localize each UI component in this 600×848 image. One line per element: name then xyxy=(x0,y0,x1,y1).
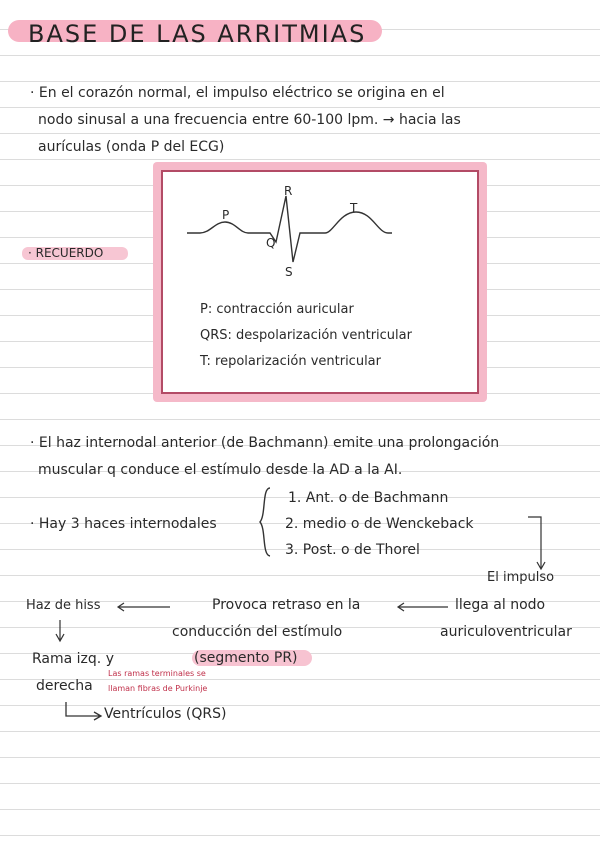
ecg-legend-qrs: QRS: despolarización ventricular xyxy=(200,328,412,343)
arrow-to-retraso xyxy=(398,603,448,611)
intro-line-3: aurículas (onda P del ECG) xyxy=(38,139,225,155)
arrow-to-ventriculos xyxy=(66,702,101,720)
purkinje-note-2: llaman fibras de Purkinje xyxy=(108,684,208,693)
ecg-legend-t: T: repolarización ventricular xyxy=(200,354,381,369)
ecg-label-q: Q xyxy=(266,236,276,250)
impulso-label: El impulso xyxy=(487,570,555,585)
bachmann-line-1: · El haz internodal anterior (de Bachmann) emite una prolongación xyxy=(30,435,500,451)
segmento-label: (segmento PR) xyxy=(194,650,298,666)
haces-brace xyxy=(260,488,270,556)
retraso-line-1: Provoca retraso en la xyxy=(212,597,361,613)
bachmann-line-2: muscular q conduce el estímulo desde la AD a la AI. xyxy=(38,462,403,478)
ecg-label-p: P xyxy=(222,208,230,222)
intro-line-1: · En el corazón normal, el impulso eléctrico se origina en el xyxy=(30,85,445,101)
haces-bracket xyxy=(528,517,541,568)
haz-item-2: 2. medio o de Wenckeback xyxy=(285,516,474,532)
recuerdo-label: · RECUERDO xyxy=(28,246,104,260)
llega-line-2: auriculoventricular xyxy=(440,624,572,640)
ventriculos-label: Ventrículos (QRS) xyxy=(104,706,227,722)
retraso-line-2: conducción del estímulo xyxy=(172,624,343,640)
haz-item-3: 3. Post. o de Thorel xyxy=(285,542,420,558)
ecg-trace xyxy=(187,196,392,262)
ecg-label-t: T xyxy=(350,201,358,215)
arrow-to-hiss xyxy=(118,603,170,611)
llega-line-1: llega al nodo xyxy=(455,597,546,613)
haz-item-1: 1. Ant. o de Bachmann xyxy=(288,490,449,506)
arrow-to-rama xyxy=(56,620,64,641)
rama-line-1: Rama izq. y xyxy=(32,651,114,667)
page-title: BASE DE LAS ARRITMIAS xyxy=(28,20,367,48)
ecg-legend-p: P: contracción auricular xyxy=(200,302,354,317)
rama-line-2: derecha xyxy=(36,678,93,694)
hiss-label: Haz de hiss xyxy=(26,598,101,613)
haces-label: · Hay 3 haces internodales xyxy=(30,516,217,532)
ecg-label-s: S xyxy=(285,265,293,279)
purkinje-note-1: Las ramas terminales se xyxy=(108,669,206,678)
ecg-label-r: R xyxy=(284,184,293,198)
intro-line-2: nodo sinusal a una frecuencia entre 60-100 lpm. → hacia las xyxy=(38,112,461,128)
